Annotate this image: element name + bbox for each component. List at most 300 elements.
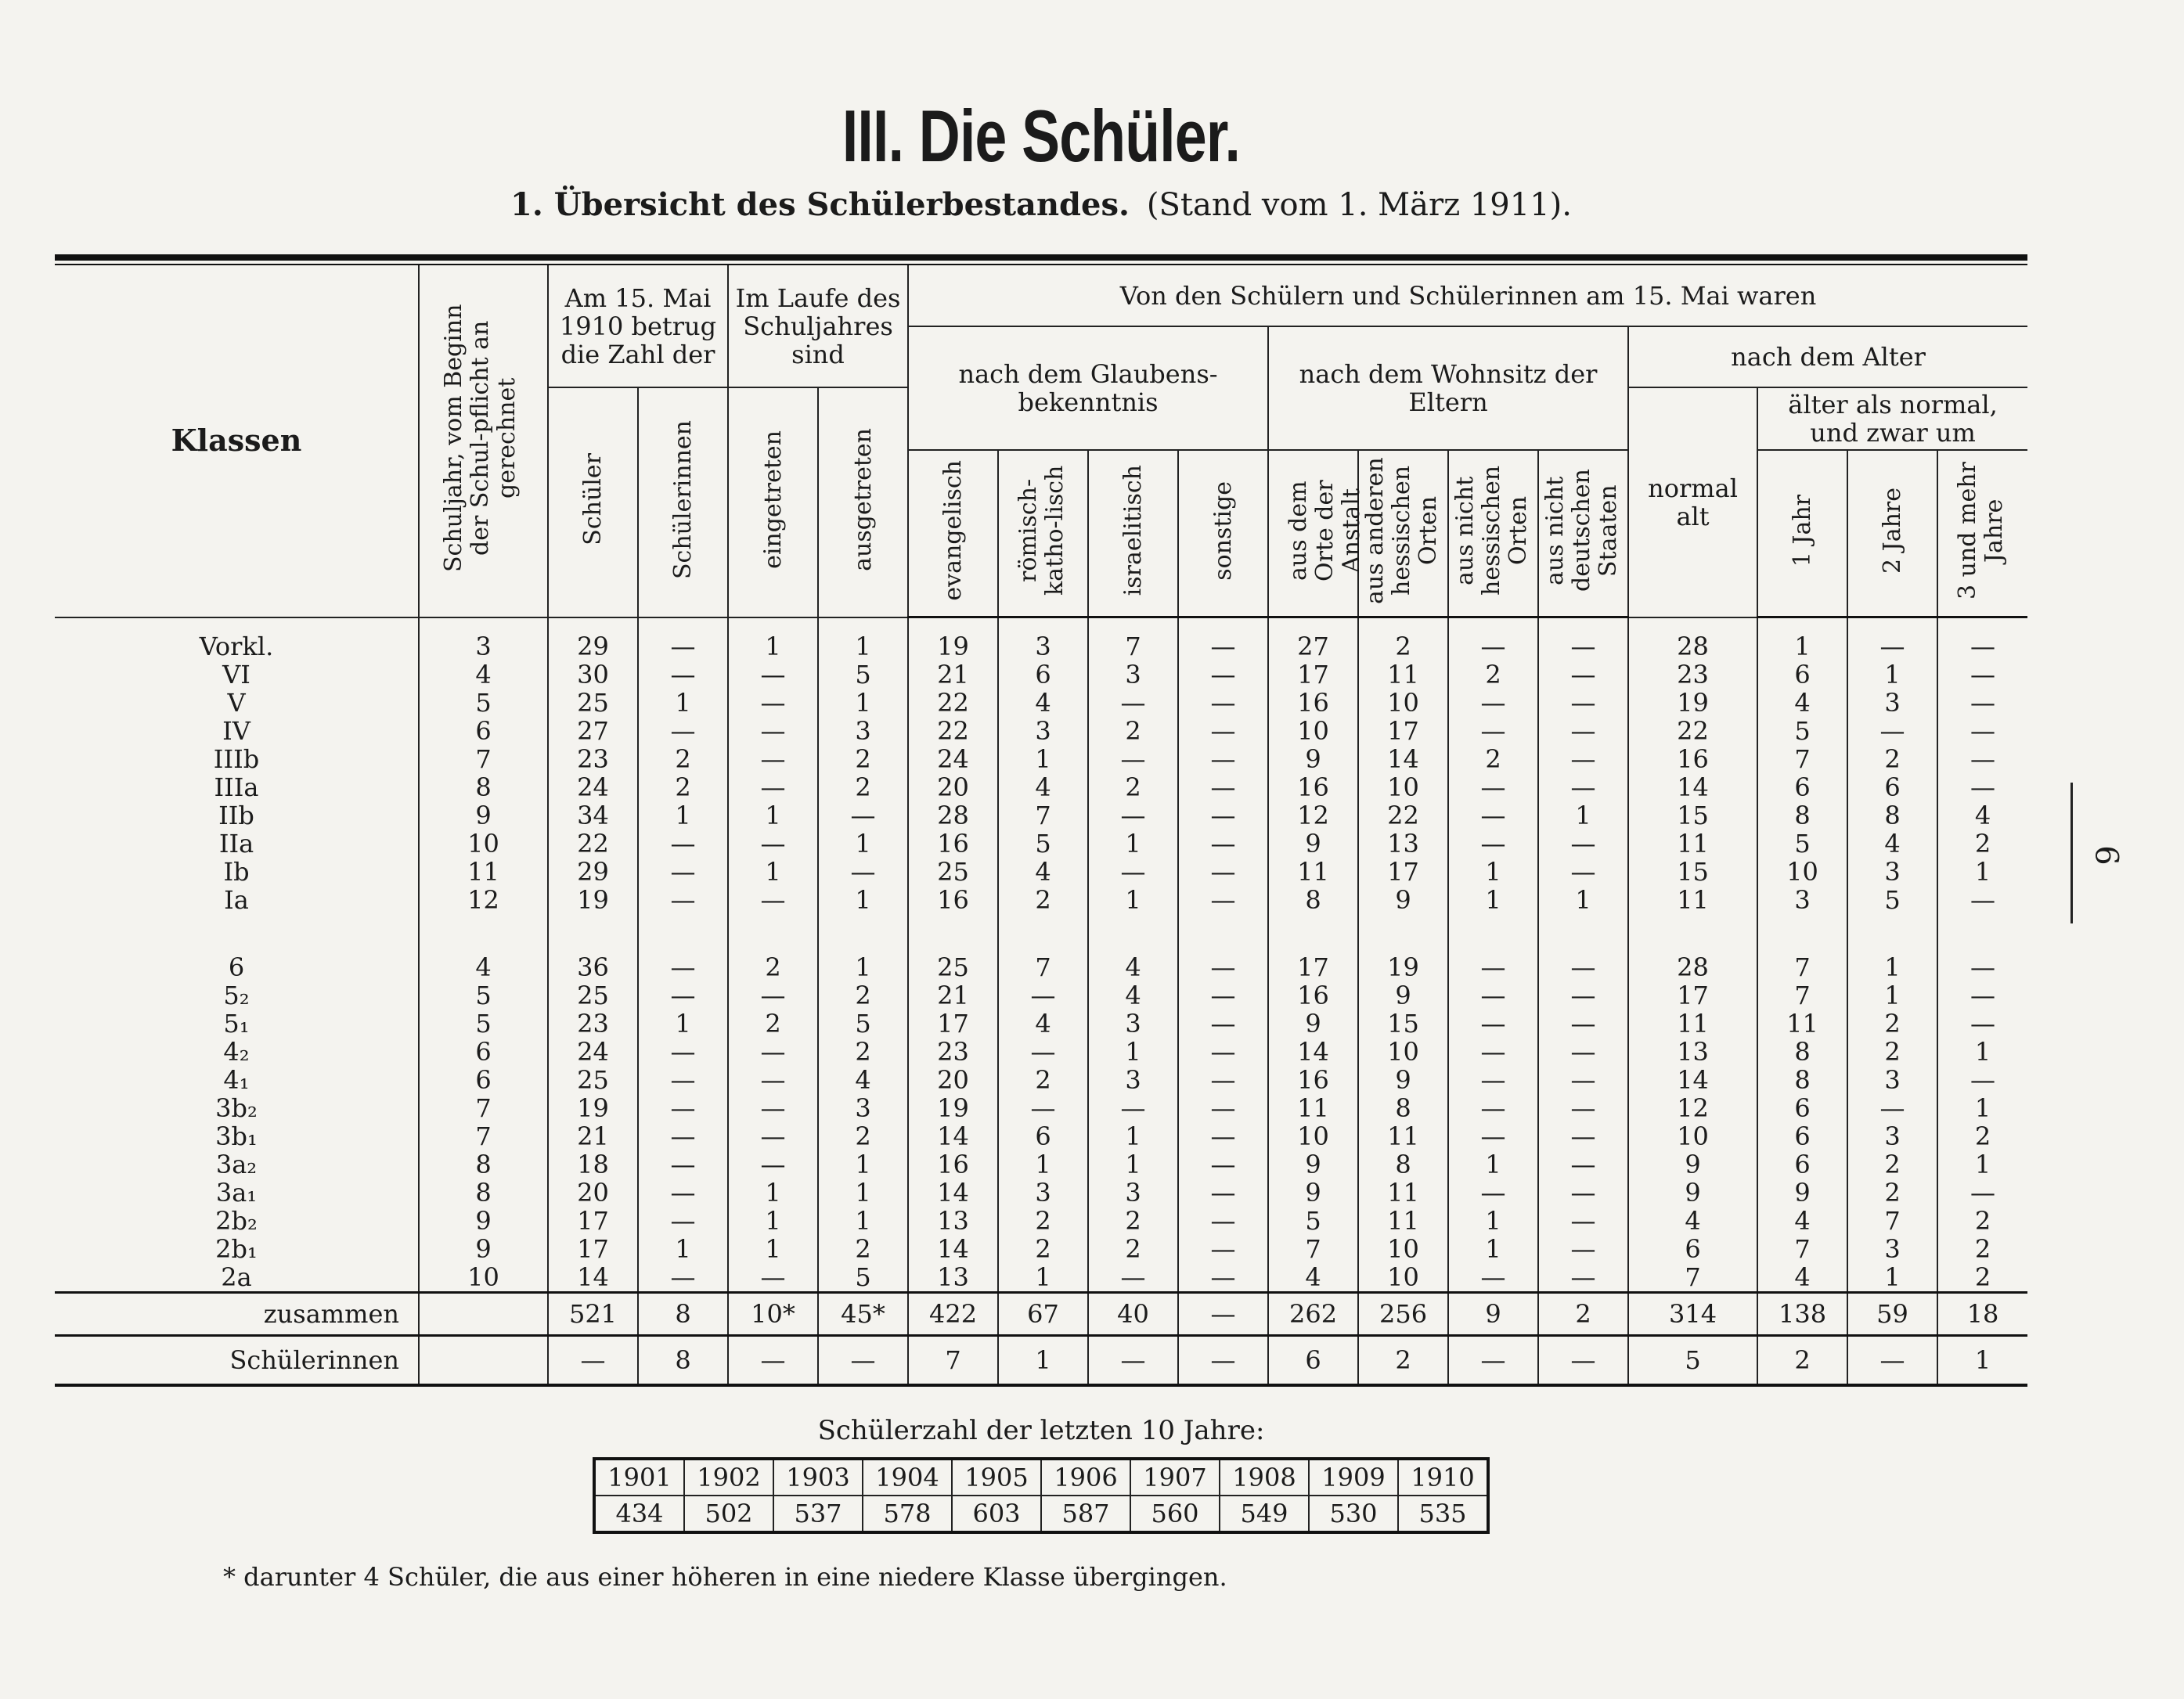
- table-cell: —: [1178, 1235, 1268, 1263]
- header-ort: aus dem Orte der Anstalt: [1268, 450, 1358, 617]
- table-cell: 3: [998, 617, 1088, 661]
- table-cell: 9: [1268, 830, 1358, 858]
- table-cell: 3: [818, 1094, 908, 1122]
- table-cell: 2: [818, 773, 908, 801]
- header-hessisch: aus anderen hessischen Orten: [1358, 450, 1448, 617]
- table-cell: 3: [1757, 886, 1847, 914]
- table-cell: 4: [1757, 1207, 1847, 1235]
- table-cell: 2: [1937, 1207, 2027, 1235]
- table-cell: 7: [419, 1122, 548, 1150]
- table-cell: —: [638, 886, 728, 914]
- table-cell: 2: [1358, 1336, 1448, 1386]
- table-cell: 25: [908, 914, 998, 981]
- table-cell: —: [1937, 1179, 2027, 1207]
- table-cell: 2: [818, 1122, 908, 1150]
- table-cell: 2: [1448, 745, 1538, 773]
- table-cell: —: [1178, 858, 1268, 886]
- top-rule: [55, 254, 2027, 261]
- table-cell: —: [1088, 1336, 1178, 1386]
- table-cell: 34: [548, 801, 638, 830]
- table-cell: 6: [1757, 1122, 1847, 1150]
- table-cell: 4: [419, 661, 548, 689]
- table-cell: —: [1178, 1010, 1268, 1038]
- table-cell: 2: [1847, 1179, 1937, 1207]
- table-cell: 1: [1448, 886, 1538, 914]
- row-label: 5₂: [55, 981, 419, 1010]
- table-cell: 28: [1628, 914, 1757, 981]
- table-cell: 1: [818, 617, 908, 661]
- table-cell: —: [1937, 661, 2027, 689]
- table-row: [55, 1150, 2027, 1179]
- decade-year: 1901: [594, 1459, 684, 1496]
- decade-count: 587: [1041, 1496, 1130, 1532]
- header-katholisch: römisch-katho-lisch: [998, 450, 1088, 617]
- table-cell: —: [728, 1122, 818, 1150]
- table-cell: 262: [1268, 1293, 1358, 1336]
- table-cell: 4: [818, 1066, 908, 1094]
- table-cell: 16: [908, 886, 998, 914]
- table-cell: 9: [1757, 1179, 1847, 1207]
- table-cell: 3: [1088, 661, 1178, 689]
- table-cell: —: [638, 1179, 728, 1207]
- table-cell: 5: [1757, 830, 1847, 858]
- table-row: [55, 1038, 2027, 1066]
- table-cell: —: [1538, 745, 1628, 773]
- table-cell: 19: [548, 886, 638, 914]
- table-cell: 12: [1628, 1094, 1757, 1122]
- table-cell: 3: [1088, 1066, 1178, 1094]
- row-label: IIIb: [55, 745, 419, 773]
- table-cell: —: [998, 1038, 1088, 1066]
- table-cell: 14: [908, 1122, 998, 1150]
- table-cell: 7: [1847, 1207, 1937, 1235]
- decade-year: 1908: [1220, 1459, 1309, 1496]
- table-row: [55, 1179, 2027, 1207]
- table-cell: 422: [908, 1293, 998, 1336]
- table-cell: 14: [1358, 745, 1448, 773]
- table-cell: 2: [998, 886, 1088, 914]
- student-table-body: [55, 617, 2027, 1386]
- table-cell: 11: [1268, 1094, 1358, 1122]
- table-cell: 8: [1847, 801, 1937, 830]
- table-cell: —: [728, 661, 818, 689]
- table-cell: —: [1847, 717, 1937, 745]
- decade-count: 549: [1220, 1496, 1309, 1532]
- table-cell: 1: [1448, 1235, 1538, 1263]
- table-cell: —: [998, 981, 1088, 1010]
- table-row: [55, 745, 2027, 773]
- table-cell: 3: [1088, 1010, 1178, 1038]
- table-cell: 8: [419, 1150, 548, 1179]
- table-cell: —: [1178, 981, 1268, 1010]
- decade-counts-row: [594, 1496, 1488, 1532]
- table-cell: 8: [419, 1179, 548, 1207]
- table-row: [55, 886, 2027, 914]
- table-cell: 8: [1757, 1038, 1847, 1066]
- table-cell: 7: [998, 914, 1088, 981]
- table-cell: 15: [1628, 801, 1757, 830]
- table-cell: —: [728, 1066, 818, 1094]
- table-cell: —: [1448, 1066, 1538, 1094]
- table-cell: 1: [638, 1235, 728, 1263]
- table-cell: —: [1847, 617, 1937, 661]
- table-cell: 7: [1757, 914, 1847, 981]
- table-cell: [419, 1336, 548, 1386]
- table-cell: —: [1178, 801, 1268, 830]
- table-cell: 14: [548, 1263, 638, 1293]
- table-cell: —: [1937, 773, 2027, 801]
- table-cell: —: [1448, 1179, 1538, 1207]
- table-cell: —: [1448, 1038, 1538, 1066]
- decade-count: 535: [1398, 1496, 1488, 1532]
- table-row: [55, 689, 2027, 717]
- table-cell: 1: [818, 914, 908, 981]
- table-cell: —: [1178, 1122, 1268, 1150]
- subtitle: [0, 186, 2082, 223]
- row-label: 3b₂: [55, 1094, 419, 1122]
- table-cell: —: [638, 1263, 728, 1293]
- table-cell: 2: [1847, 745, 1937, 773]
- table-cell: 5: [1628, 1336, 1757, 1386]
- subtitle-rest: (Stand vom 1. März 1911).: [1146, 187, 1572, 223]
- table-cell: 9: [1268, 1150, 1358, 1179]
- table-cell: —: [1178, 1179, 1268, 1207]
- table-cell: 8: [419, 773, 548, 801]
- table-cell: 5: [1847, 886, 1937, 914]
- table-cell: 16: [908, 1150, 998, 1179]
- table-cell: 256: [1358, 1293, 1448, 1336]
- table-cell: 2: [1448, 661, 1538, 689]
- table-cell: —: [728, 745, 818, 773]
- table-cell: —: [1178, 1066, 1268, 1094]
- table-cell: 3: [1088, 1179, 1178, 1207]
- table-cell: 16: [1268, 773, 1358, 801]
- table-cell: 45*: [818, 1293, 908, 1336]
- table-cell: —: [1178, 1150, 1268, 1179]
- table-cell: 3: [419, 617, 548, 661]
- table-cell: 21: [908, 981, 998, 1010]
- table-cell: 5: [419, 981, 548, 1010]
- table-cell: 1: [998, 1150, 1088, 1179]
- table-cell: 1: [1088, 886, 1178, 914]
- table-cell: 1: [1847, 914, 1937, 981]
- table-cell: 5: [1757, 717, 1847, 745]
- table-cell: 7: [998, 801, 1088, 830]
- table-cell: 22: [908, 717, 998, 745]
- table-cell: 7: [1088, 617, 1178, 661]
- table-cell: 1: [1448, 1150, 1538, 1179]
- table-cell: 5: [818, 1010, 908, 1038]
- table-cell: —: [638, 1094, 728, 1122]
- table-cell: 2: [818, 1235, 908, 1263]
- row-label: 4₂: [55, 1038, 419, 1066]
- table-cell: 2: [1847, 1150, 1937, 1179]
- table-cell: —: [1178, 830, 1268, 858]
- decade-count: 434: [594, 1496, 684, 1532]
- table-cell: 28: [1628, 617, 1757, 661]
- table-cell: 7: [1757, 745, 1847, 773]
- table-cell: 1: [1538, 801, 1628, 830]
- table-cell: —: [998, 1094, 1088, 1122]
- table-cell: —: [1538, 1010, 1628, 1038]
- table-cell: 8: [638, 1336, 728, 1386]
- table-cell: 10: [1358, 1263, 1448, 1293]
- table-cell: 2: [638, 745, 728, 773]
- table-cell: 28: [908, 801, 998, 830]
- table-cell: 17: [1268, 914, 1358, 981]
- table-cell: 11: [1628, 1010, 1757, 1038]
- table-cell: —: [1178, 745, 1268, 773]
- table-cell: 24: [548, 1038, 638, 1066]
- row-label: 3a₁: [55, 1179, 419, 1207]
- table-cell: 16: [1268, 981, 1358, 1010]
- table-cell: —: [1538, 1094, 1628, 1122]
- table-cell: 2: [818, 1038, 908, 1066]
- table-cell: 16: [908, 830, 998, 858]
- table-cell: 2: [1088, 773, 1178, 801]
- table-cell: 1: [728, 617, 818, 661]
- table-cell: —: [1088, 1094, 1178, 1122]
- table-cell: 19: [1628, 689, 1757, 717]
- table-cell: 6: [1847, 773, 1937, 801]
- table-cell: —: [1538, 689, 1628, 717]
- table-cell: 1: [998, 1336, 1088, 1386]
- table-cell: 1: [1847, 981, 1937, 1010]
- header-j1: 1 Jahr: [1757, 450, 1847, 617]
- table-cell: 14: [1268, 1038, 1358, 1066]
- subtitle-bold: 1. Übersicht des Schülerbestandes.: [510, 186, 1130, 223]
- header-aelter: älter als normal, und zwar um: [1757, 387, 2027, 450]
- table-row: [55, 1336, 2027, 1386]
- table-cell: 9: [1448, 1293, 1538, 1336]
- table-cell: 27: [1268, 617, 1358, 661]
- table-cell: —: [728, 1150, 818, 1179]
- table-cell: 3: [1847, 1066, 1937, 1094]
- table-cell: 6: [998, 661, 1088, 689]
- table-cell: 3: [1847, 1235, 1937, 1263]
- row-label: Ia: [55, 886, 419, 914]
- table-cell: 20: [548, 1179, 638, 1207]
- table-cell: 5: [818, 1263, 908, 1293]
- table-cell: 1: [1847, 661, 1937, 689]
- table-cell: 7: [419, 745, 548, 773]
- table-cell: —: [1448, 801, 1538, 830]
- table-cell: —: [728, 981, 818, 1010]
- table-row: [55, 1293, 2027, 1336]
- table-cell: 17: [1628, 981, 1757, 1010]
- table-cell: 10: [1757, 858, 1847, 886]
- table-cell: —: [728, 830, 818, 858]
- table-cell: —: [1538, 1066, 1628, 1094]
- table-cell: —: [1448, 1336, 1538, 1386]
- table-cell: 1: [1757, 617, 1847, 661]
- table-cell: 521: [548, 1293, 638, 1336]
- table-cell: —: [1538, 1207, 1628, 1235]
- table-cell: 2: [1937, 1263, 2027, 1293]
- table-cell: —: [1937, 886, 2027, 914]
- table-cell: 6: [998, 1122, 1088, 1150]
- table-cell: 1: [818, 830, 908, 858]
- table-cell: 1: [638, 801, 728, 830]
- table-cell: 29: [548, 617, 638, 661]
- table-cell: 30: [548, 661, 638, 689]
- table-cell: —: [1178, 773, 1268, 801]
- table-cell: 2: [1538, 1293, 1628, 1336]
- table-cell: 1: [728, 858, 818, 886]
- table-cell: 3: [1847, 858, 1937, 886]
- table-cell: —: [1448, 773, 1538, 801]
- header-ausgetreten: ausgetreten: [818, 387, 908, 617]
- table-row: [55, 1263, 2027, 1293]
- table-cell: 1: [1937, 1336, 2027, 1386]
- table-cell: —: [1088, 858, 1178, 886]
- table-cell: 7: [908, 1336, 998, 1386]
- table-cell: 21: [548, 1122, 638, 1150]
- table-cell: 1: [818, 1179, 908, 1207]
- table-cell: 5: [419, 689, 548, 717]
- table-cell: 17: [1358, 717, 1448, 745]
- table-cell: 3: [998, 717, 1088, 745]
- decade-caption: Schülerzahl der letzten 10 Jahre:: [817, 1415, 1265, 1446]
- table-cell: 6: [1757, 1094, 1847, 1122]
- table-cell: 11: [1628, 886, 1757, 914]
- table-cell: 23: [908, 1038, 998, 1066]
- table-cell: —: [1178, 1094, 1268, 1122]
- table-cell: 13: [908, 1207, 998, 1235]
- student-table: [55, 265, 2027, 1387]
- table-cell: 9: [1628, 1150, 1757, 1179]
- table-cell: —: [818, 801, 908, 830]
- header-j3: 3 und mehr Jahre: [1937, 450, 2027, 617]
- table-cell: 3: [1847, 689, 1937, 717]
- table-cell: —: [1178, 1263, 1268, 1293]
- table-cell: 1: [728, 1207, 818, 1235]
- table-cell: 9: [1628, 1179, 1757, 1207]
- decade-count: 603: [952, 1496, 1041, 1532]
- table-cell: 23: [548, 745, 638, 773]
- table-cell: 6: [1757, 773, 1847, 801]
- table-row: [55, 1122, 2027, 1150]
- table-cell: 4: [1628, 1207, 1757, 1235]
- header-evangelisch: evangelisch: [908, 450, 998, 617]
- table-cell: 2: [728, 914, 818, 981]
- table-cell: —: [1178, 689, 1268, 717]
- table-cell: 2: [1088, 717, 1178, 745]
- table-row: [55, 1066, 2027, 1094]
- header-normal: normal alt: [1628, 387, 1757, 617]
- table-cell: —: [1448, 617, 1538, 661]
- table-cell: 19: [1358, 914, 1448, 981]
- table-cell: 2: [1847, 1038, 1937, 1066]
- header-alter: nach dem Alter: [1628, 326, 2027, 387]
- table-cell: 2: [998, 1207, 1088, 1235]
- table-row: [55, 1010, 2027, 1038]
- header-klassen: Klassen: [55, 265, 419, 617]
- table-cell: 13: [1628, 1038, 1757, 1066]
- header-wohnsitz: nach dem Wohnsitz der Eltern: [1268, 326, 1628, 450]
- table-cell: 14: [1628, 1066, 1757, 1094]
- table-cell: 4: [998, 689, 1088, 717]
- row-label: zusammen: [55, 1293, 419, 1336]
- table-cell: 2: [1847, 1010, 1937, 1038]
- table-cell: 1: [638, 1010, 728, 1038]
- table-cell: —: [1937, 689, 2027, 717]
- table-cell: —: [1088, 1263, 1178, 1293]
- table-cell: —: [1538, 914, 1628, 981]
- table-cell: —: [1538, 773, 1628, 801]
- table-cell: 1: [728, 801, 818, 830]
- table-cell: 1: [1088, 1038, 1178, 1066]
- table-cell: 17: [548, 1235, 638, 1263]
- table-cell: —: [818, 1336, 908, 1386]
- table-cell: 11: [419, 858, 548, 886]
- table-cell: 1: [1847, 1263, 1937, 1293]
- table-cell: 3: [818, 717, 908, 745]
- table-cell: 16: [1628, 745, 1757, 773]
- table-row: [55, 1207, 2027, 1235]
- header-israelitisch: israelitisch: [1088, 450, 1178, 617]
- table-cell: 2: [818, 745, 908, 773]
- table-cell: 5: [1268, 1207, 1358, 1235]
- table-cell: 1: [728, 1179, 818, 1207]
- table-cell: 5: [419, 1010, 548, 1038]
- header-vonden: Von den Schülern und Schülerinnen am 15. Mai waren: [908, 265, 2027, 326]
- table-cell: 17: [1268, 661, 1358, 689]
- table-cell: —: [1178, 1293, 1268, 1336]
- table-cell: 4: [1757, 1263, 1847, 1293]
- table-cell: —: [1538, 1179, 1628, 1207]
- header-am15mai: Am 15. Mai 1910 betrug die Zahl der: [548, 265, 728, 387]
- table-cell: 19: [548, 1094, 638, 1122]
- table-cell: 25: [548, 689, 638, 717]
- header-glauben: nach dem Glaubens-bekenntnis: [908, 326, 1268, 450]
- table-cell: 8: [1268, 886, 1358, 914]
- table-cell: —: [1088, 801, 1178, 830]
- table-cell: 59: [1847, 1293, 1937, 1336]
- table-cell: 10: [1268, 1122, 1358, 1150]
- table-cell: 4: [1757, 689, 1847, 717]
- table-cell: 36: [548, 914, 638, 981]
- table-cell: 14: [908, 1179, 998, 1207]
- table-cell: [419, 1293, 548, 1336]
- table-cell: —: [1937, 981, 2027, 1010]
- table-cell: 7: [1628, 1263, 1757, 1293]
- table-cell: —: [638, 1038, 728, 1066]
- table-cell: 1: [1937, 1094, 2027, 1122]
- table-cell: 27: [548, 717, 638, 745]
- table-cell: 19: [908, 617, 998, 661]
- table-cell: 8: [638, 1293, 728, 1336]
- table-cell: 4: [1937, 801, 2027, 830]
- table-cell: —: [1178, 1207, 1268, 1235]
- table-cell: 13: [1358, 830, 1448, 858]
- table-cell: —: [1178, 1038, 1268, 1066]
- table-cell: —: [638, 717, 728, 745]
- table-cell: —: [728, 1263, 818, 1293]
- table-cell: 15: [1358, 1010, 1448, 1038]
- table-cell: 24: [908, 745, 998, 773]
- table-cell: 4: [998, 858, 1088, 886]
- table-cell: 2: [638, 773, 728, 801]
- table-cell: —: [1088, 745, 1178, 773]
- table-row: [55, 1235, 2027, 1263]
- table-cell: —: [1937, 914, 2027, 981]
- table-cell: —: [638, 830, 728, 858]
- table-cell: 6: [1628, 1235, 1757, 1263]
- table-cell: 9: [419, 1207, 548, 1235]
- table-cell: —: [1448, 1010, 1538, 1038]
- table-cell: —: [638, 1150, 728, 1179]
